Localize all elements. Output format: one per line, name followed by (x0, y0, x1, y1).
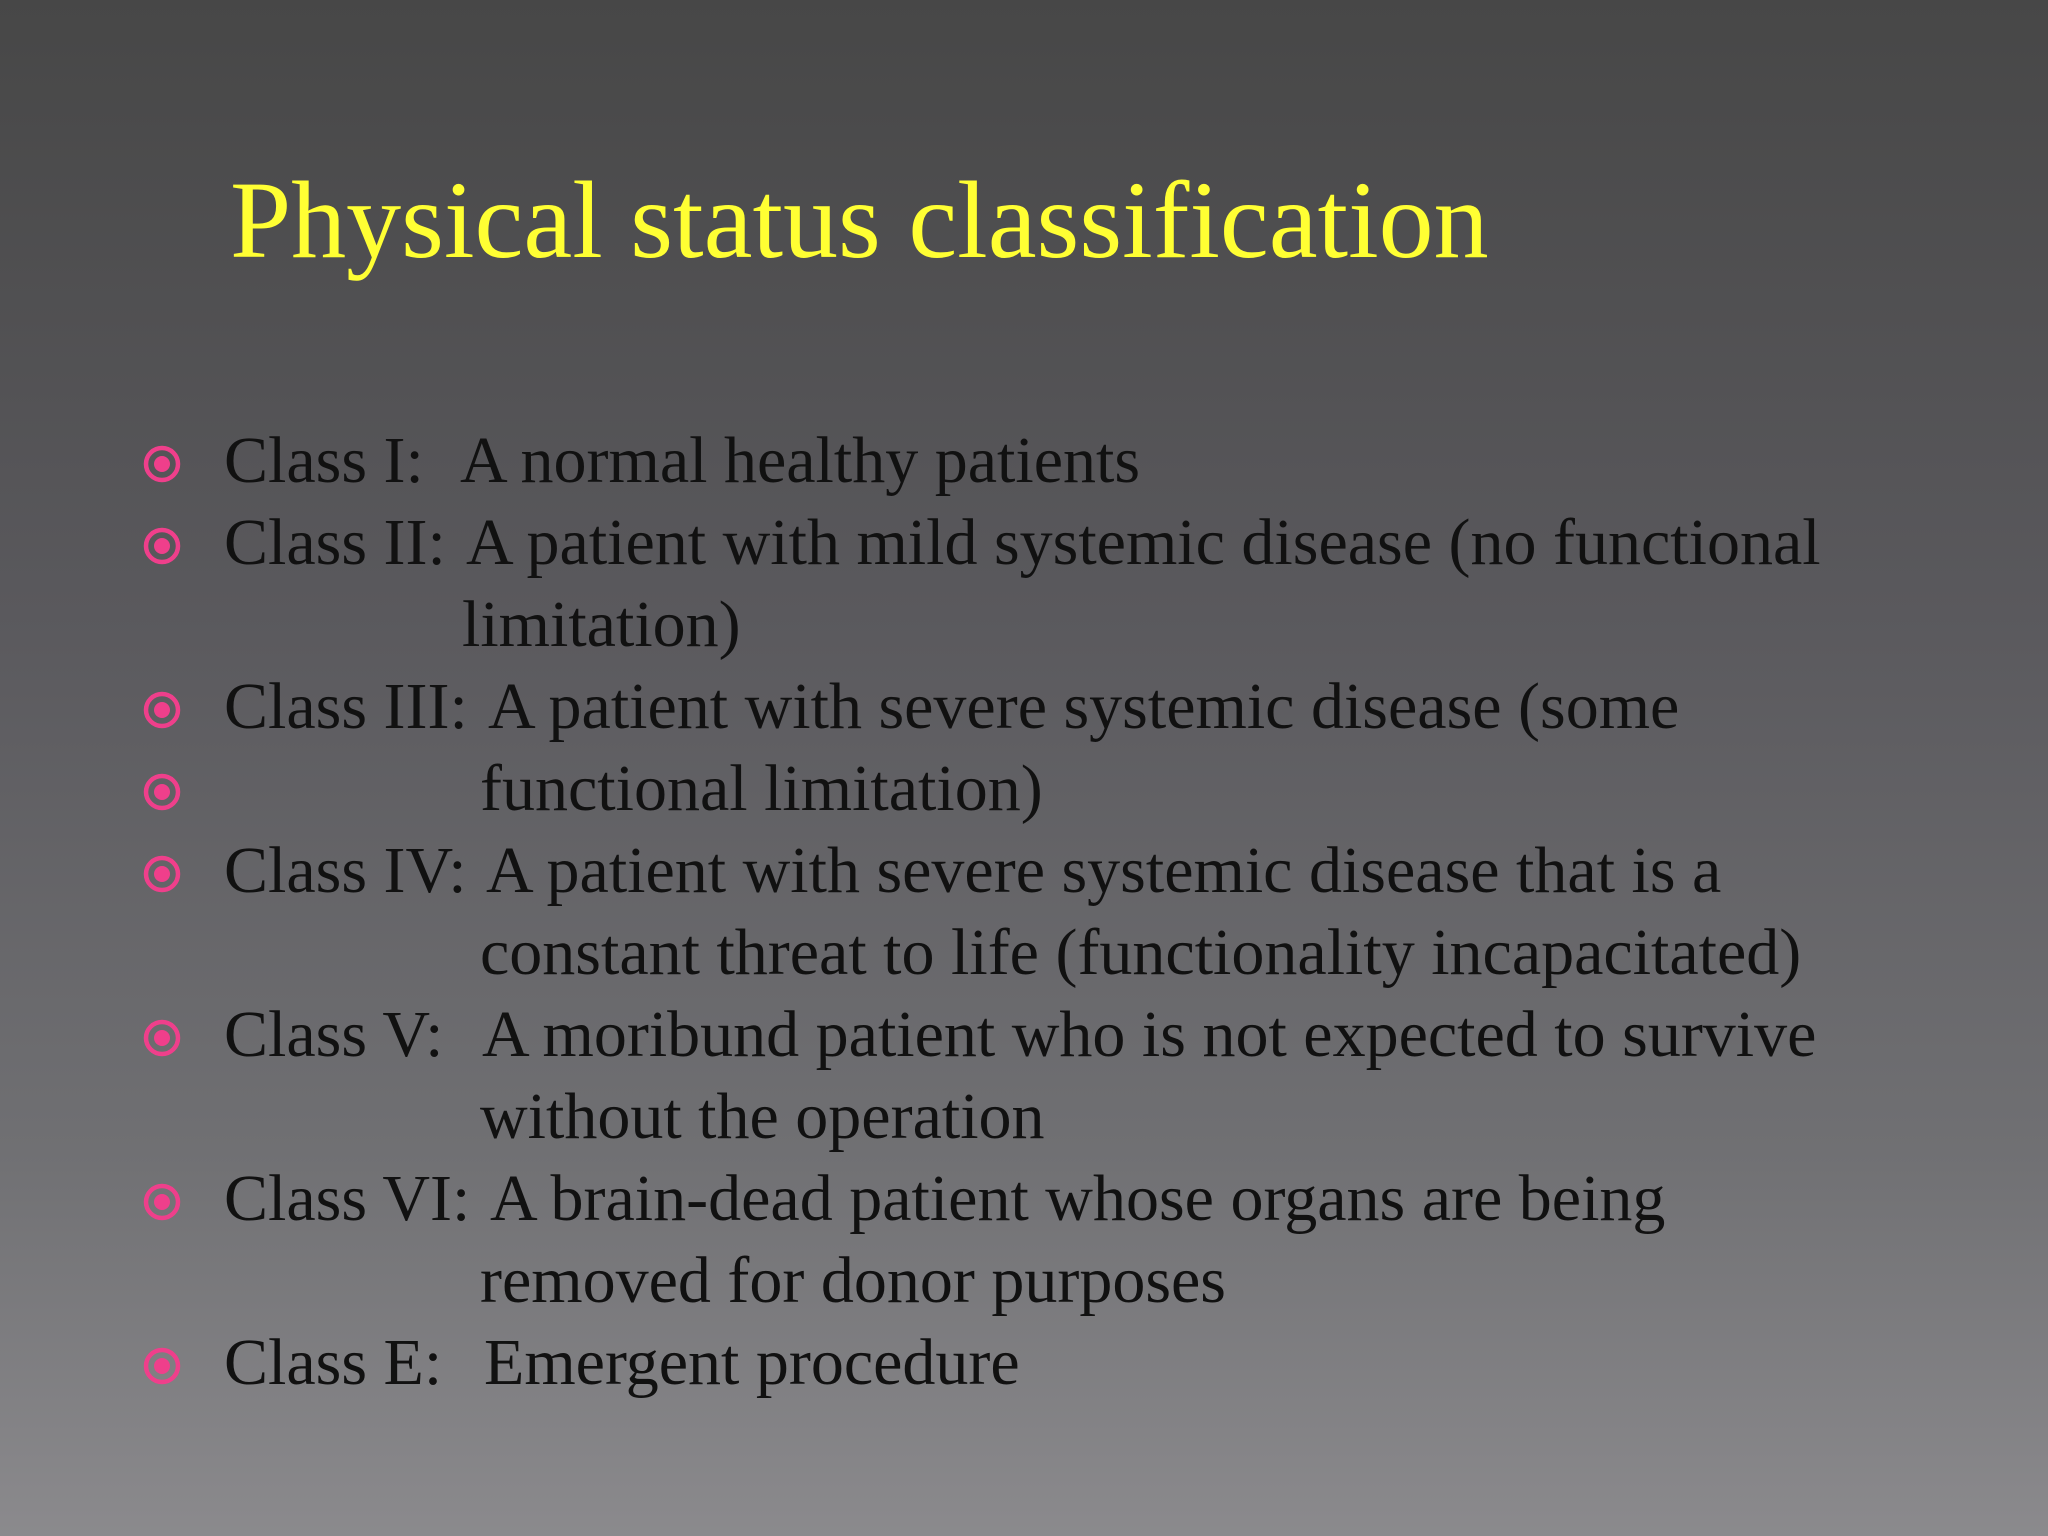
class-description: A patient with mild systemic disease (no functional (466, 506, 1821, 579)
class-description: A moribund patient who is not expected to survive (482, 998, 1817, 1071)
class-description: A patient with severe systemic disease (some (488, 670, 1680, 743)
list-item (0, 830, 2048, 912)
list-item (0, 748, 2048, 830)
list-item-continuation (0, 912, 2048, 994)
target-bullet-icon (142, 854, 182, 894)
list-item-continuation (0, 1076, 2048, 1158)
class-description: functional limitation) (480, 752, 1043, 825)
target-bullet-icon (142, 690, 182, 730)
class-label: Class E: (224, 1326, 443, 1399)
list-item (0, 502, 2048, 584)
list-item (0, 994, 2048, 1076)
class-description: without the operation (480, 1080, 1045, 1153)
list-item-continuation (0, 1240, 2048, 1322)
class-description: A normal healthy patients (460, 424, 1141, 497)
list-item (0, 666, 2048, 748)
class-label: Class III: (224, 670, 468, 743)
class-description: A patient with severe systemic disease that is a (486, 834, 1722, 907)
class-label: Class II: (224, 506, 446, 579)
class-label: Class I: (224, 424, 424, 497)
class-description: constant threat to life (functionality incapacitated) (480, 916, 1802, 989)
list-item (0, 1322, 2048, 1404)
class-label: Class VI: (224, 1162, 471, 1235)
list-item (0, 420, 2048, 502)
class-description: removed for donor purposes (480, 1244, 1226, 1317)
class-description: limitation) (462, 588, 741, 661)
slide-title: Physical status classification (230, 159, 1489, 281)
target-bullet-icon (142, 1346, 182, 1386)
target-bullet-icon (142, 1182, 182, 1222)
list-item-continuation (0, 584, 2048, 666)
class-description: A brain-dead patient whose organs are being (490, 1162, 1666, 1235)
class-label: Class IV: (224, 834, 467, 907)
class-label: Class V: (224, 998, 444, 1071)
list-item (0, 1158, 2048, 1240)
target-bullet-icon (142, 526, 182, 566)
target-bullet-icon (142, 444, 182, 484)
class-description: Emergent procedure (484, 1326, 1020, 1399)
target-bullet-icon (142, 772, 182, 812)
target-bullet-icon (142, 1018, 182, 1058)
